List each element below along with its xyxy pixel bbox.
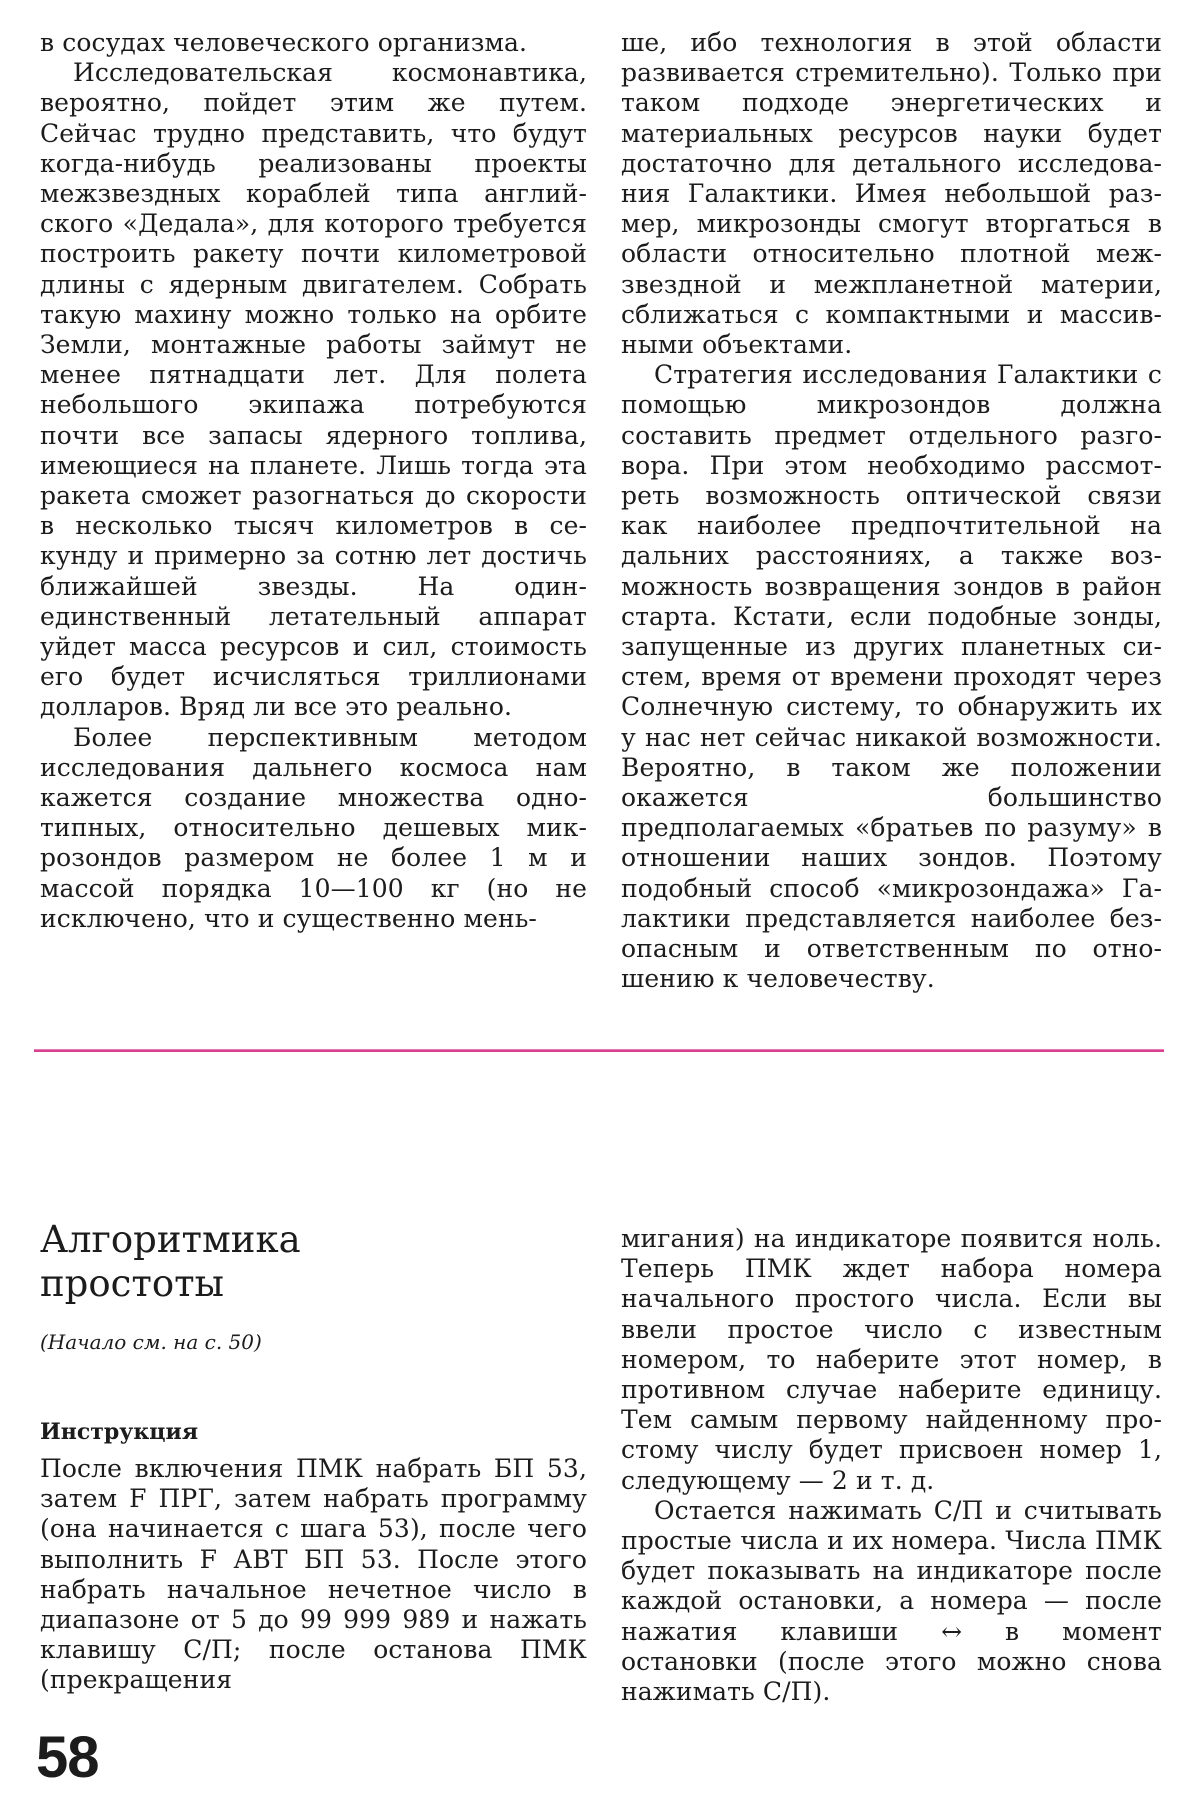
paragraph: Стратегия исследования Галактики с помощью микрозондов должна составить предмет отдельного разговора. При этом необходимо рассмотреть возможность оптической связи как наиболее предпочтительной на дальних расстояниях, а также возможность возвращения зондов в район старта. Кстати, если подобные зонды, запущенные из других планетных систем, время от времени проходят через Солнечную систему, то обнаружить их у нас нет сейчас никакой возможности. Вероятно, в таком же положении окажется большинство предполагаемых «братьев по разуму» в отношении наших зондов. Поэтому подобный способ «микрозондажа» Галактики представляется наиболее безопасным и ответственным по отношению к человечеству. [621, 360, 1162, 994]
page-number: 58 [36, 1725, 99, 1790]
lower-article-right-column [621, 1224, 1162, 1707]
continuation-note: (Начало см. на с. 50) [40, 1330, 262, 1354]
section-heading: Инструкция [40, 1419, 199, 1445]
paragraph: Более перспективным методом исследования дальнего космоса нам кажется создание множества однотипных, относительно дешевых микрозондов размером не более 1 м и массой порядка 10—100 кг (но не исключено, что и существенно мень- [40, 722, 587, 933]
paragraph: мигания) на индикаторе появится ноль. Теперь ПМК ждет набора номера начального простого числа. Если вы ввели простое число с известным номером, то наберите этот номер, в противном случае наберите единицу. Тем самым первому найденному простому числу будет присвоен номер 1, следующему — 2 и т. д. [621, 1224, 1162, 1495]
article-title-line: простоты [40, 1262, 225, 1305]
paragraph: ше, ибо технология в этой области развивается стремительно). Только при таком подходе энергетических и материальных ресурсов науки будет достаточно для детального исследования Галактики. Имея небольшой размер, микрозонды смогут вторгаться в области относительно плотной межзвездной и межпланетной материи, сближаться с компактными и массивными объектами. [621, 28, 1162, 360]
paragraph: После включения ПМК набрать БП 53, затем F ПРГ, затем набрать программу (она начинается с шага 53), после чего выполнить F АВТ БП 53. После этого набрать начальное нечетное число в диапазоне от 5 до 99 999 989 и нажать клавишу С/П; после останова ПМК (прекращения [40, 1454, 587, 1695]
article-title [40, 1218, 600, 1306]
section-divider [34, 1049, 1164, 1052]
paragraph: в сосудах человеческого организма. [40, 28, 528, 57]
lower-article-left-column [40, 1454, 587, 1696]
paragraph: Исследовательская космонавтика, вероятно, пойдет этим же путем. Сейчас трудно представить, что будут когда-нибудь реализованы проекты межзвездных кораблей типа английского «Дедала», для которого требуется построить ракету почти километровой длины с ядерным двигателем. Собрать такую махину можно только на орбите Земли, монтажные работы займут не менее пятнадцати лет. Для полета небольшого экипажа потребуются почти все запасы ядерного топлива, имеющиеся на планете. Лишь тогда эта ракета сможет разогнаться до скорости в несколько тысяч километров в секунду и примерно за сотню лет достичь ближайшей звезды. На один-единственный летательный аппарат уйдет масса ресурсов и сил, стоимость его будет исчисляться триллионами долларов. Вряд ли все это реально. [40, 58, 587, 722]
article-title-line: Алгоритмика [40, 1218, 301, 1261]
upper-article-right-column [621, 28, 1162, 995]
paragraph: Остается нажимать С/П и считывать простые числа и их номера. Числа ПМК будет показывать на индикаторе после каждой остановки, а номера — после нажатия клавиши ↔ в момент остановки (после этого можно снова нажимать С/П). [621, 1495, 1162, 1707]
upper-article-left-column [40, 28, 587, 934]
